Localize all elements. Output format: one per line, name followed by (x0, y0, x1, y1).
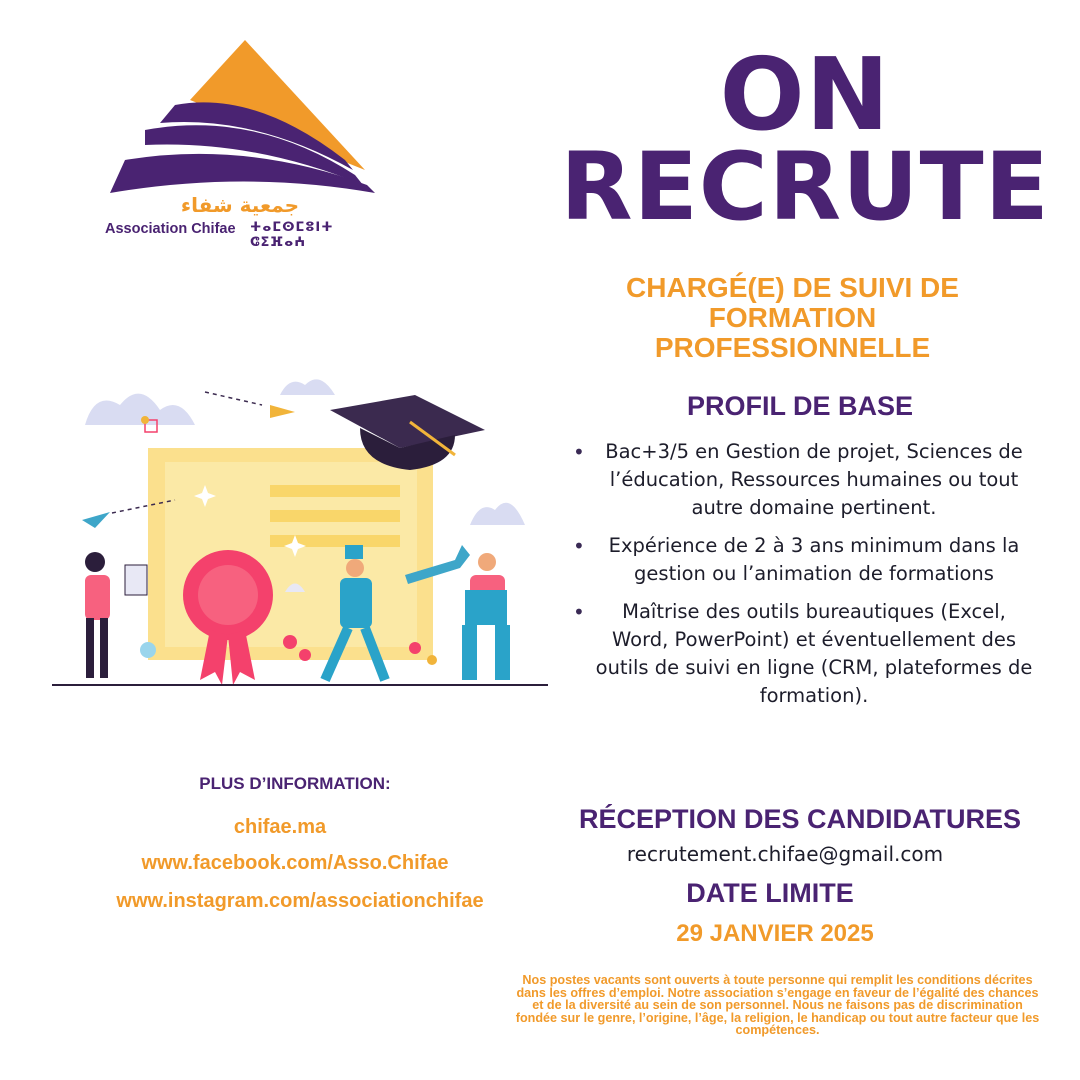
bullet-icon: • (573, 440, 585, 464)
application-email[interactable]: recrutement.chifae@gmail.com (626, 842, 944, 866)
website-link[interactable]: chifae.ma (233, 816, 327, 838)
association-logo (100, 35, 385, 250)
bullet-icon: • (573, 534, 585, 558)
requirement-text: Expérience de 2 à 3 ans minimum dans la gestion ou l’animation de formations (608, 534, 1020, 585)
list-item (565, 532, 1035, 588)
logo-tifinagh-name: ⵜⴰⵎⵙⵎⵓⵏⵜ ⵛⵉⴼⴰⵄ (250, 220, 334, 250)
deadline-heading: DATE LIMITE (686, 878, 854, 908)
list-item (565, 598, 1035, 710)
job-title: CHARGÉ(E) DE SUIVI DE FORMATION PROFESSIONNELLE (626, 272, 959, 363)
headline (545, 36, 1065, 242)
list-item (565, 438, 1035, 522)
disclaimer: Nos postes vacants sont ouverts à toute personne qui remplit les conditions décrites dans les offres d’emploi. Notre association s’engage en faveur de l’égalité des chances et de la diversité au sein de son personnel. Nous ne faisons pas de discrimination fondée sur le genre, l’origine, l’âge, la religion, le handicap ou tout autre facteur que les compétences. (515, 973, 1040, 1038)
logo-arabic-name: جمعية شفاء (180, 193, 300, 217)
profile-heading: PROFIL DE BASE (686, 391, 914, 421)
deadline-date: 29 JANVIER 2025 (676, 920, 874, 947)
requirement-text: Bac+3/5 en Gestion de projet, Sciences de l’éducation, Ressources humaines ou tout autre domaine pertinent. (605, 440, 1023, 519)
bullet-icon: • (573, 600, 585, 624)
requirements-list (565, 438, 1035, 710)
logo-mark-icon (105, 35, 380, 195)
headline-line-1: ON (719, 36, 891, 153)
applications-heading: RÉCEPTION DES CANDIDATURES (578, 804, 1022, 834)
graduation-certificate-illustration-icon (0, 350, 560, 700)
instagram-link[interactable]: www.instagram.com/associationchifae (116, 890, 484, 912)
more-info-heading: PLUS D’INFORMATION: (199, 774, 391, 793)
facebook-link[interactable]: www.facebook.com/Asso.Chifae (141, 852, 449, 874)
logo-latin-name: Association Chifae (105, 221, 236, 237)
headline-line-2: RECRUTE (560, 133, 1050, 242)
requirement-text: Maîtrise des outils bureautiques (Excel, Word, PowerPoint) et éventuellement des outils de suivi en ligne (CRM, plateformes de formation). (595, 600, 1033, 707)
